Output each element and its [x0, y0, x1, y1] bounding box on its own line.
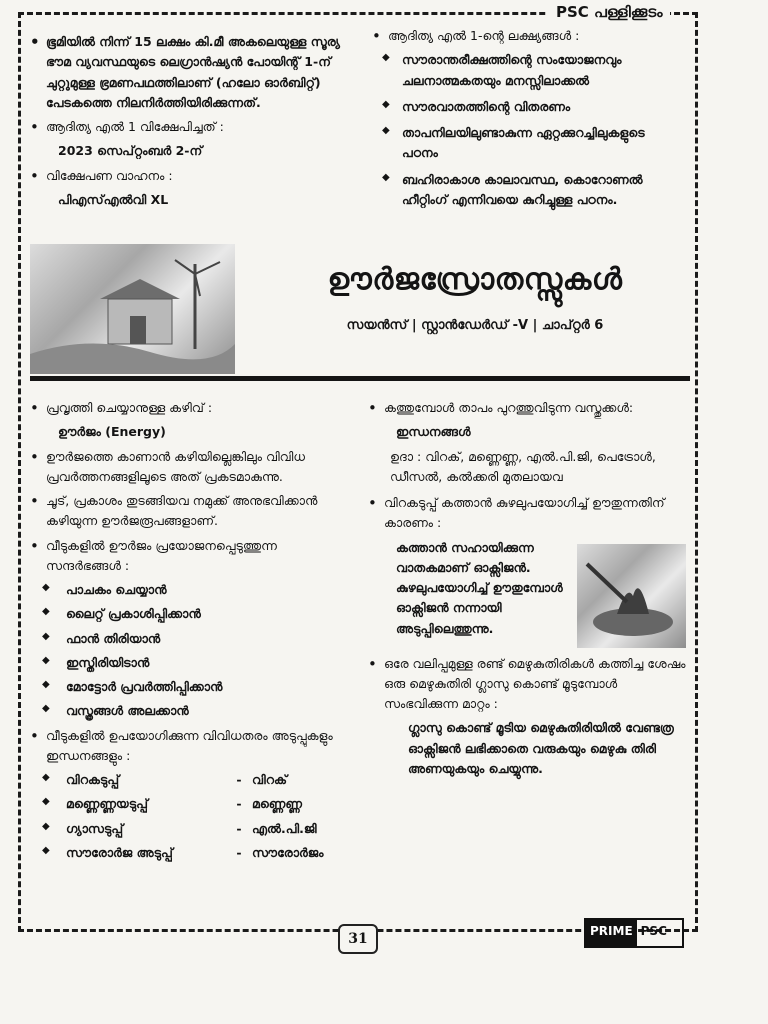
use-item: ◆ ഫാൻ തിരിയാൻ [30, 629, 355, 649]
stove-photo [577, 544, 686, 648]
stove-row [30, 819, 355, 839]
vehicle-name: പിഎസ്എൽവി XL [58, 191, 169, 207]
stove-name: ◆ സൗരോർജ അടുപ്പ് [66, 844, 173, 860]
dash: - [236, 844, 242, 860]
logo-psc: PSC [640, 924, 667, 938]
question-text: • വിറകടുപ്പ് കത്താൻ കുഴലുപയോഗിച്ച് ഊതുന്നതിന് കാരണം : [368, 493, 686, 534]
answer-text: ഇന്ധനങ്ങൾ [396, 424, 471, 440]
fuel-name: സൗരോർജം [252, 844, 324, 860]
dash: - [236, 772, 242, 787]
question-text: • വീടുകളിൽ ഉപയോഗിക്കുന്ന വിവിധതരം അടുപ്പുകളും ഇന്ധനങ്ങളും : [30, 726, 355, 767]
fire-sketch [577, 544, 686, 648]
answer-text: ഗ്ലാസു കൊണ്ട് മൂടിയ മെഴുകുതിരിയിൽ വേണ്ടത്ര ഓക്സിജൻ ലഭിക്കാതെ വരുകയും മെഴുകു തിരി അണയുകയും ചെയ്യുന്നു. [408, 720, 674, 776]
oxygen-block [368, 538, 686, 648]
chapter-title: ഊർജസ്രോതസ്സുകൾ [327, 262, 623, 297]
goal-item: ◆ താപനിലയിലുണ്ടാകുന്ന ഏറ്റക്കുറച്ചിലുകളുടെ പഠനം [372, 123, 684, 164]
left-main-column [30, 398, 355, 867]
top-right-column [372, 26, 684, 216]
fact-text: • ഭൂമിയിൽ നിന്ന് 15 ലക്ഷം കി.മീ അകലെയുള്ള സൂര്യ ഭൗമ വ്യവസ്ഥയുടെ ലെഗ്രാൻഷ്യൻ പോയിന്റ് 1-ന് ചുറ്റുമുള്ള ഭ്രമണപഥത്തിലാണ് (ഹലോ ഓർബിറ്റ്) പേടകത്തെ നിലനിർത്തിയിരിക്കുന്നത്. [30, 32, 350, 113]
use-item: ◆ മോട്ടോർ പ്രവർത്തിപ്പിക്കാൻ [30, 677, 355, 697]
stove-row [30, 794, 355, 814]
paragraph-text: • ഊർജത്തെ കാണാൻ കഴിയില്ലെങ്കിലും വിവിധ പ്രവർത്തനങ്ങളിലൂടെ അത് പ്രകടമാകുന്നു. [30, 447, 355, 488]
launch-label: • ആദിത്യ എൽ 1 വിക്ഷേപിച്ചത് : [30, 117, 350, 137]
top-left-column [30, 32, 350, 214]
stove-name: ◆ ഗ്യാസടുപ്പ് [66, 820, 124, 836]
fuel-name: മണ്ണെണ്ണ [252, 796, 302, 812]
paragraph-text: • ചൂട്, പ്രകാശം തുടങ്ങിയവ നമുക്ക് അനുഭവിക്കാൻ കഴിയുന്ന ഊർജരൂപങ്ങളാണ്. [30, 491, 355, 532]
stove-name: ◆ വിറകടുപ്പ് [66, 772, 120, 787]
example-text: ഉദാ : വിറക്, മണ്ണെണ്ണ, എൽ.പി.ജി, പെട്രോൾ, ഡീസൽ, കൽക്കരി മുതലായവ [390, 448, 656, 484]
use-item: ◆ ലൈറ്റ് പ്രകാശിപ്പിക്കാൻ [30, 604, 355, 624]
goal-item: ◆ സൗരാന്തരീക്ഷത്തിന്റെ സംയോജനവും ചലനാത്മകതയും മനസ്സിലാക്കൽ [372, 50, 684, 91]
use-item: ◆ ഇസ്തിരിയിടാൻ [30, 653, 355, 673]
page-number: 31 [338, 924, 378, 954]
use-item: ◆ പാചകം ചെയ്യാൻ [30, 580, 355, 600]
answer-text: കത്താൻ സഹായിക്കുന്ന വാതകമാണ് ഓക്സിജൻ. കുഴലുപയോഗിച്ച് ഊതുമ്പോൾ ഓക്സിജൻ നന്നായി അടുപ്പിലെത്തുന്നു. [396, 539, 563, 636]
question-text: • കത്തുമ്പോൾ താപം പുറത്തുവിടുന്ന വസ്തുക്കൾ: [368, 398, 686, 418]
question-text: • പ്രവൃത്തി ചെയ്യാനുള്ള കഴിവ് : [30, 398, 355, 418]
logo-prime: PRIME [586, 920, 637, 946]
launch-date: 2023 സെപ്റ്റംബർ 2-ന് [58, 143, 203, 159]
prime-psc-logo [584, 918, 684, 948]
dash: - [236, 820, 242, 836]
vehicle-label: • വിക്ഷേപണ വാഹനം : [30, 166, 350, 186]
fuel-name: എൽ.പി.ജി [252, 820, 317, 836]
dash: - [236, 796, 242, 812]
stove-row [30, 843, 355, 863]
brand-header: PSC പള്ളിക്കൂടം [548, 0, 670, 24]
question-text: • ഒരേ വലിപ്പമുള്ള രണ്ട് മെഴുകുതിരികൾ കത്തിച്ച ശേഷം ഒരു മെഴുകുതിരി ഗ്ലാസു കൊണ്ട് മൂടുമ്പോൾ സംഭവിക്കുന്ന മാറ്റം : [368, 654, 686, 715]
question-text: • വീടുകളിൽ ഊർജം പ്രയോജനപ്പെടുത്തുന്ന സന്ദർഭങ്ങൾ : [30, 536, 355, 577]
goal-item: ◆ ബഹിരാകാശ കാലാവസ്ഥ, കൊറോണൽ ഹീറ്റിംഗ് എന്നിവയെ കുറിച്ചുള്ള പഠനം. [372, 170, 684, 211]
chapter-subtitle: സയൻസ് | സ്റ്റാൻഡേർഡ് -V | ചാപ്റ്റർ 6 [346, 318, 604, 333]
use-item: ◆ വസ്ത്രങ്ങൾ അലക്കാൻ [30, 701, 355, 721]
stove-row [30, 770, 355, 790]
house-sketch [30, 244, 235, 374]
chapter-photo [30, 244, 235, 374]
stove-name: ◆ മണ്ണെണ്ണയടുപ്പ് [66, 796, 148, 812]
right-main-column [368, 398, 686, 783]
section-divider [30, 376, 690, 381]
goal-item: ◆ സൗരവാതത്തിന്റെ വിതരണം [372, 97, 684, 117]
goals-heading: • ആദിത്യ എൽ 1-ന്റെ ലക്ഷ്യങ്ങൾ : [372, 26, 684, 46]
fuel-name: വിറക് [252, 772, 288, 787]
answer-text: ഊർജം (Energy) [58, 424, 166, 440]
